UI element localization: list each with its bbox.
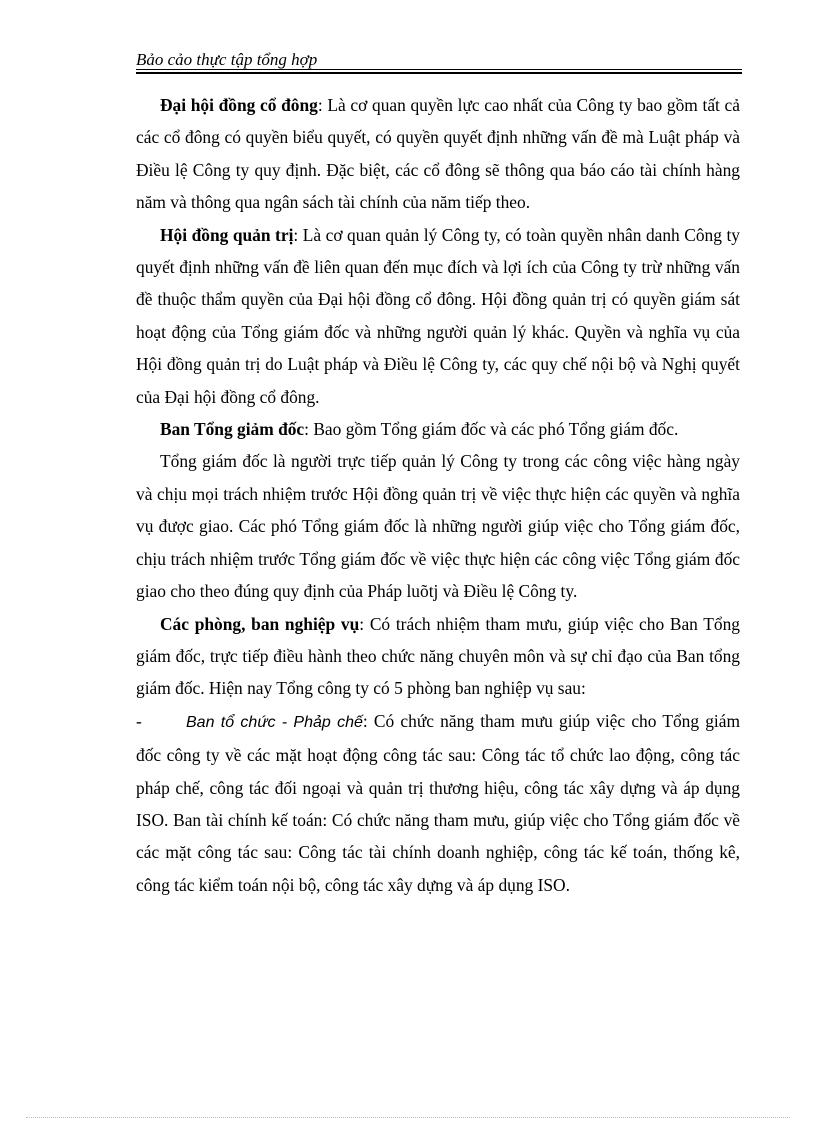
paragraph-general-management	[136, 413, 740, 445]
paragraph-shareholders-meeting	[136, 89, 740, 219]
paragraph-text: : Bao gồm Tổng giám đốc và các phó Tổng giám đốc.	[304, 419, 679, 440]
term-organization-legal: Ban tổ chức - Phảp chế	[186, 713, 363, 731]
list-dash: -	[136, 710, 142, 731]
paragraph-departments	[136, 608, 740, 705]
paragraph-text: : Là cơ quan quản lý Công ty, có toàn quyền nhân danh Công ty quyết định những vấn đề liên quan đến mục đích và lợi ích của Công ty trừ những vấn đề thuộc thẩm quyền của Đại hội đồng cổ đông. Hội đồng quản trị có quyền giám sát hoạt động của Tổng giám đốc và những người quản lý khác. Quyền và nghĩa vụ của Hội đồng quản trị do Luật pháp và Điều lệ Công ty, các quy chế nội bộ và Nghị quyết của Đại hội đồng cổ đông.	[136, 224, 740, 407]
paragraph-text: : Có chức năng tham mưu giúp việc cho Tổng giám đốc công ty về các mặt hoạt động công tác sau: Công tác tổ chức lao động, công tác pháp chế, công tác đối ngoại và quản trị thương hiệu, công tác xây dựng và áp dụng ISO. Ban tài chính kế toán: Có chức năng tham mưu, giúp việc cho Tổng giám đốc về các mặt công tác sau: Công tác tài chính doanh nghiệp, công tác kế toán, thống kê, công tác kiểm toán nội bộ, công tác xây dựng và áp dụng ISO.	[136, 710, 741, 895]
paragraph-board-of-directors	[136, 219, 740, 413]
term-shareholders-meeting: Đại hội đồng cổ đông	[160, 95, 318, 115]
term-board-of-directors: Hội đồng quản trị	[160, 224, 294, 245]
term-departments: Các phòng, ban nghiệp vụ	[160, 613, 360, 634]
term-general-management: Ban Tổng giảm đốc	[160, 419, 305, 440]
paragraph-text: Tổng giám đốc là người trực tiếp quản lý Công ty trong các công việc hàng ngày và chịu mọi trách nhiệm trước Hội đồng quản trị về việc thực hiện các quyền và nghĩa vụ được giao. Các phó Tổng giám đốc là những người giúp việc cho Tổng giám đốc, chịu trách nhiệm trước Tổng giám đốc về việc thực hiện các công việc Tổng giám đốc giao cho theo đúng quy định của Pháp luõtj và Điều lệ Công ty.	[136, 451, 740, 602]
header-title: Bảo cảo thực tập tổng hợp	[136, 50, 318, 69]
paragraph-text: : Có trách nhiệm tham mưu, giúp việc cho Ban Tổng giám đốc, trực tiếp điều hành theo chức năng chuyên môn và sự chỉ đạo của Ban tổng giám đốc. Hiện nay Tổng công ty có 5 phòng ban nghiệp vụ sau:	[136, 613, 740, 699]
header-rule-thin	[136, 69, 742, 70]
paragraph-organization-legal	[136, 705, 740, 901]
footer-dotted-rule	[26, 1117, 790, 1118]
document-body	[136, 89, 740, 901]
paragraph-text: : Là cơ quan quyền lực cao nhất của Công ty bao gồm tất cả các cổ đông có quyền biểu quyết, có quyền quyết định những vấn đề mà Luật pháp và Điều lệ Công ty quy định. Đặc biệt, các cổ đông sẽ thông qua báo cáo tài chính hàng năm và thông qua ngân sách tài chính của năm tiếp theo.	[136, 95, 740, 213]
paragraph-general-director	[136, 445, 740, 607]
page-header	[136, 48, 742, 72]
header-rule-thick	[136, 72, 742, 74]
